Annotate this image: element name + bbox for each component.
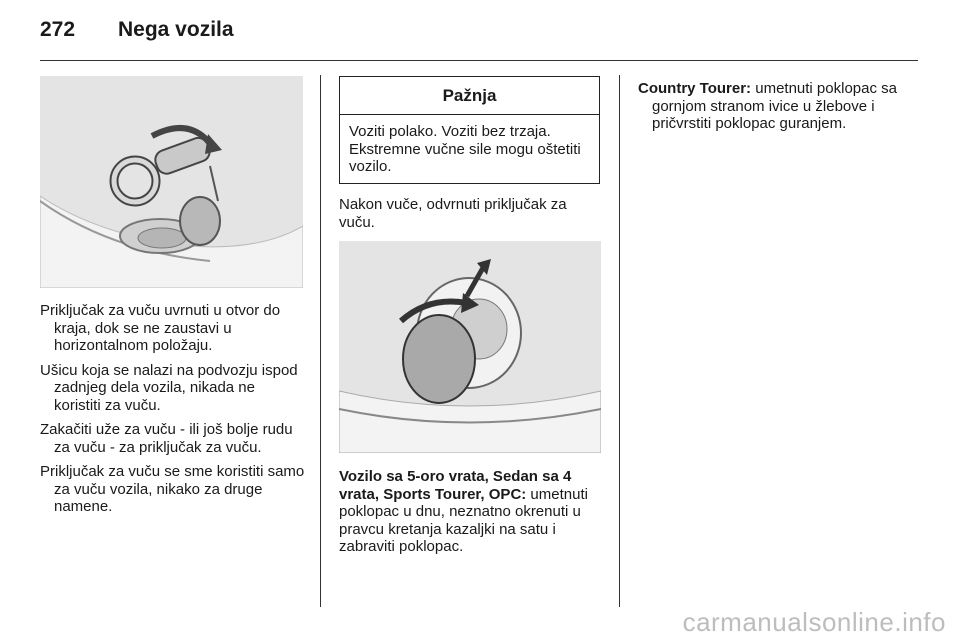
watermark: carmanualsonline.info — [682, 607, 946, 637]
paragraph-text: umetnuti poklopac u dnu, neznatno okrenuti u pravcu kretanja kazaljki na satu i zabraviti poklopac. — [339, 485, 588, 555]
page-header — [40, 18, 234, 50]
bold-lead: Vozilo sa 5-oro vrata, Sedan sa 4 vrata, Sports Tourer, OPC: — [339, 468, 572, 503]
paragraph — [339, 468, 601, 556]
column-divider-left — [320, 75, 321, 607]
left-text-column — [40, 302, 305, 523]
middle-text-bottom — [339, 468, 601, 563]
header-rule — [40, 60, 918, 61]
paragraph: Priključak za vuču uvrnuti u otvor do kraja, dok se ne zaustavi u horizontalnom položaju. — [40, 302, 281, 354]
notice-heading: Pažnja — [340, 77, 599, 115]
page-number: 272 — [40, 18, 76, 41]
paragraph-text: umetnuti poklopac sa gornjom stranom ivice u žlebove i pričvrstiti poklopac guranjem. — [652, 80, 897, 132]
bold-lead: Country Tourer: — [638, 80, 752, 97]
paragraph: Priključak za vuču se sme koristiti samo za vuču vozila, nikako za druge namene. — [40, 463, 305, 515]
cover-insert-illustration — [339, 241, 601, 453]
paragraph: Zakačiti uže za vuču - ili još bolje rudu za vuču - za priključak za vuču. — [40, 421, 293, 456]
page-title: Nega vozila — [118, 18, 234, 41]
paragraph: Nakon vuče, odvrnuti priključak za vuču. — [339, 196, 567, 231]
paragraph: Ušicu koja se nalazi na podvozju ispod zadnjeg dela vozila, nikada ne koristiti za vuču. — [40, 361, 298, 414]
notice-box — [339, 76, 600, 184]
middle-text-top — [339, 196, 601, 238]
towing-eye-illustration — [40, 76, 303, 288]
column-divider-right — [619, 75, 620, 607]
right-text-column — [638, 80, 904, 140]
paragraph — [638, 80, 904, 133]
notice-text: Voziti polako. Voziti bez trzaja. Ekstremne vučne sile mogu oštetiti vozilo. — [349, 123, 581, 175]
